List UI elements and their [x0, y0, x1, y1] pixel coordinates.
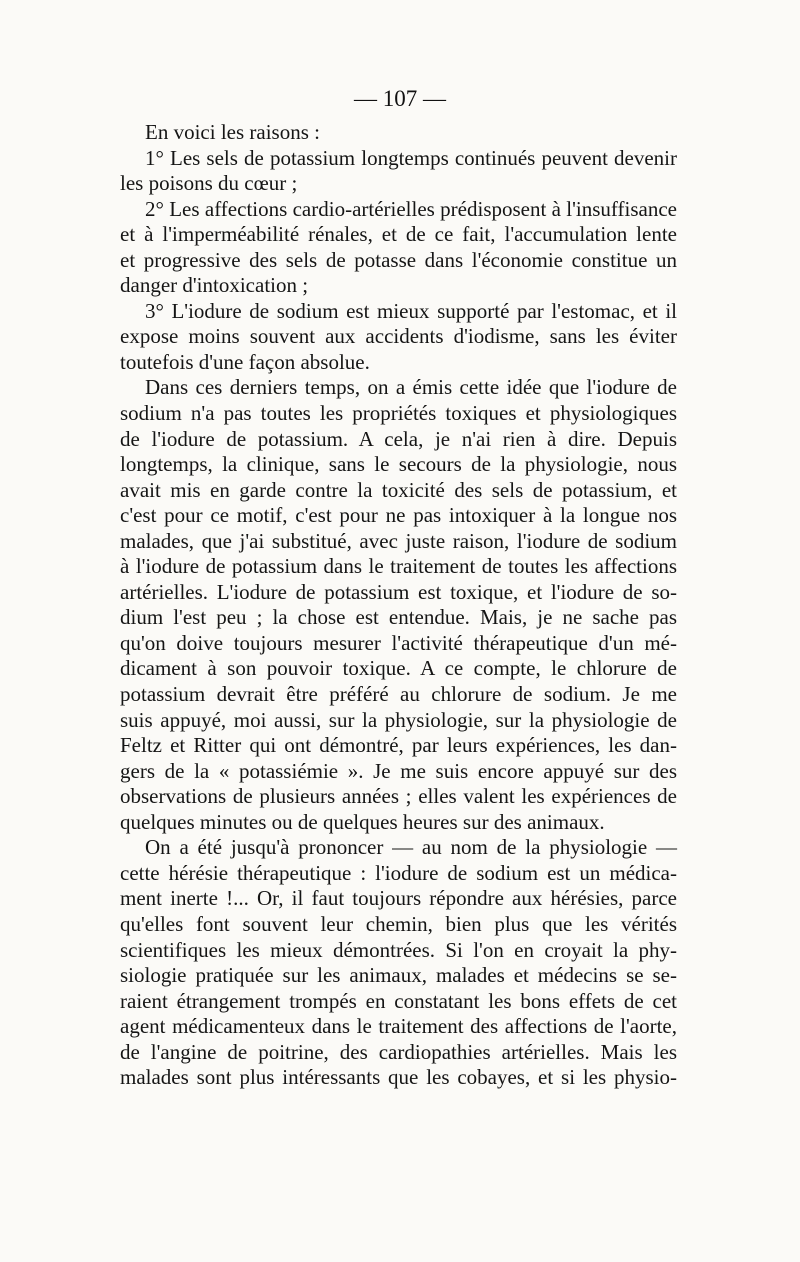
text-line: gers de la « potassiémie ». Je me suis encore appuyé sur des — [120, 758, 677, 783]
page-number: — 107 — — [354, 86, 446, 111]
text-line: malades, que j'ai substitué, avec juste raison, l'iodure de sodium — [120, 528, 677, 553]
text-line: 3° L'iodure de sodium est mieux supporté par l'estomac, et il — [145, 298, 677, 323]
text-line: 1° Les sels de potassium longtemps continués peuvent devenir — [145, 145, 677, 170]
text-line: raient étrangement trompés en constatant les bons effets de cet — [120, 988, 677, 1013]
text-line: scientifiques les mieux démontrées. Si l'on en croyait la phy- — [120, 937, 677, 962]
text-line: qu'on doive toujours mesurer l'activité thérapeutique d'un mé- — [120, 630, 677, 655]
body-text — [120, 120, 677, 1091]
text-line: artérielles. L'iodure de potassium est toxique, et l'iodure de so- — [120, 579, 677, 604]
text-line: malades sont plus intéressants que les cobayes, et si les physio- — [120, 1065, 677, 1090]
text-line: agent médicamenteux dans le traitement des affections de l'aorte, — [120, 1014, 677, 1039]
text-line: à l'iodure de potassium dans le traitement de toutes les affections — [120, 554, 677, 579]
text-line: Feltz et Ritter qui ont démontré, par leurs expériences, les dan- — [120, 733, 677, 758]
text-line: c'est pour ce motif, c'est pour ne pas intoxiquer à la longue nos — [120, 503, 677, 528]
text-line: longtemps, la clinique, sans le secours de la physiologie, nous — [120, 452, 677, 477]
text-line: danger d'intoxication ; — [120, 273, 309, 298]
text-line: siologie pratiquée sur les animaux, malades et médecins se se- — [120, 963, 677, 988]
text-line: potassium devrait être préféré au chlorure de sodium. Je me — [120, 682, 677, 707]
text-line: En voici les raisons : — [145, 120, 320, 144]
text-line: et progressive des sels de potasse dans l'économie constitue un — [120, 247, 677, 272]
text-line: sodium n'a pas toutes les propriétés toxiques et physiologiques — [120, 401, 677, 426]
text-line: expose moins souvent aux accidents d'iodisme, sans les éviter — [120, 324, 677, 349]
text-line: quelques minutes ou de quelques heures sur des animaux. — [120, 809, 605, 834]
text-line: avait mis en garde contre la toxicité des sels de potassium, et — [120, 477, 677, 502]
text-line: On a été jusqu'à prononcer — au nom de la physiologie — — [145, 835, 677, 860]
text-line: dium l'est peu ; la chose est entendue. Mais, je ne sache pas — [120, 605, 677, 630]
text-line: dicament à son pouvoir toxique. A ce compte, le chlorure de — [120, 656, 677, 681]
text-line: de l'angine de poitrine, des cardiopathies artérielles. Mais les — [120, 1039, 677, 1064]
text-line: 2° Les affections cardio-artérielles prédisposent à l'insuffisance — [145, 196, 677, 221]
text-line: et à l'imperméabilité rénales, et de ce fait, l'accumulation lente — [120, 222, 677, 247]
text-line: les poisons du cœur ; — [120, 171, 298, 196]
text-line: Dans ces derniers temps, on a émis cette idée que l'iodure de — [145, 375, 677, 400]
text-line: de l'iodure de potassium. A cela, je n'ai rien à dire. Depuis — [120, 426, 677, 451]
text-line: cette hérésie thérapeutique : l'iodure de sodium est un médica- — [120, 860, 677, 885]
text-line: observations de plusieurs années ; elles valent les expériences de — [120, 784, 677, 809]
text-line: qu'elles font souvent leur chemin, bien plus que les vérités — [120, 911, 677, 936]
text-line: toutefois d'une façon absolue. — [120, 349, 370, 374]
text-line: ment inerte !... Or, il faut toujours répondre aux hérésies, parce — [120, 886, 677, 911]
text-line: suis appuyé, moi aussi, sur la physiologie, sur la physiologie de — [120, 707, 677, 732]
